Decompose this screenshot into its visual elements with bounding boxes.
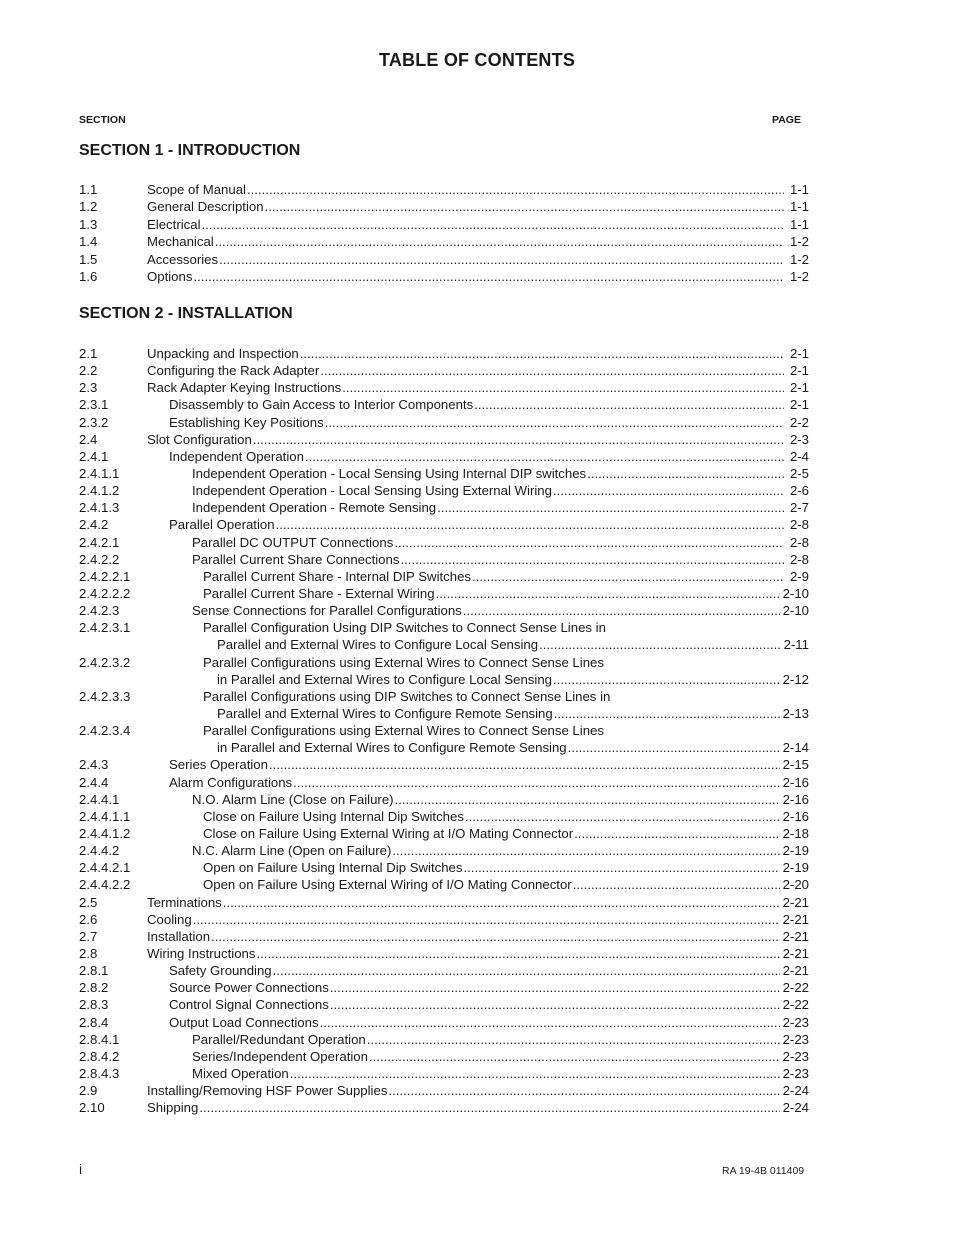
toc-entry-page: 2-8 (789, 551, 809, 567)
dot-leader (320, 1014, 780, 1031)
toc-entry-title: Mixed Operation (192, 1065, 289, 1081)
toc-entry-number: 2.4.2.2 (79, 551, 120, 567)
toc-entry-page: 2-1 (789, 397, 809, 413)
dot-leader (199, 1099, 779, 1116)
toc-entry-title: Parallel Configuration Using DIP Switches to Connect Sense Lines in (203, 620, 606, 636)
toc-entry (79, 379, 809, 396)
toc-entry-number: 2.8.4.1 (79, 1031, 120, 1047)
toc-entry-number: 1.1 (79, 182, 98, 197)
dot-leader (276, 516, 784, 533)
toc-entry (79, 251, 809, 268)
dot-leader (587, 465, 784, 482)
dot-leader (388, 1082, 779, 1099)
toc-entry-page: 2-9 (789, 568, 809, 584)
toc-entry (79, 268, 809, 285)
dot-leader (553, 671, 780, 688)
toc-entry-number: 1.4 (79, 234, 98, 250)
toc-entry-number: 2.5 (79, 894, 98, 910)
toc-entry-number: 2.4 (79, 431, 98, 447)
dot-leader (253, 431, 784, 448)
toc-entry (79, 551, 809, 568)
toc-entry-number: 2.4.4.2 (79, 843, 120, 859)
toc-entry (79, 1031, 809, 1048)
toc-entry-title: Parallel Configurations using DIP Switches to Connect Sense Lines in (203, 688, 611, 704)
dot-leader (574, 825, 779, 842)
dot-leader (463, 602, 780, 619)
toc-entry-number: 2.10 (79, 1100, 105, 1116)
toc-entry-page: 2-1 (789, 380, 809, 396)
toc-entry-page: 2-15 (782, 757, 809, 773)
toc-entry-title: Options (147, 268, 193, 284)
dot-leader (342, 379, 784, 396)
toc-entry-number: 1.2 (79, 199, 98, 215)
toc-entry-page: 2-1 (789, 346, 809, 361)
toc-entry-number: 2.4.2.2.1 (79, 568, 131, 584)
toc-entry-title: Safety Grounding (169, 963, 272, 979)
dot-leader (553, 482, 784, 499)
toc-entry-page: 2-22 (782, 980, 809, 996)
toc-entry-page: 2-1 (789, 363, 809, 379)
dot-leader (305, 448, 784, 465)
dot-leader (273, 962, 780, 979)
dot-leader (568, 739, 780, 756)
toc-entry-title: General Description (147, 199, 264, 215)
toc-entry-title: Unpacking and Inspection (147, 346, 299, 361)
toc-entry-number: 2.8.3 (79, 997, 109, 1013)
toc-entry (79, 1014, 809, 1031)
toc-entry-title: Installation (147, 928, 211, 944)
footer-doc-id: RA 19-4B 011409 (722, 1165, 805, 1177)
dot-leader (367, 1031, 780, 1048)
toc-entry-page: 2-10 (782, 603, 809, 619)
dot-leader (465, 808, 780, 825)
toc-entry-title: Series/Independent Operation (192, 1048, 368, 1064)
toc-entry-number: 2.3.2 (79, 414, 109, 430)
toc-entry-title: Sense Connections for Parallel Configurations (192, 603, 462, 619)
toc-entry-title: Series Operation (169, 757, 268, 773)
toc-entry-page: 2-2 (789, 414, 809, 430)
section-2-heading: SECTION 2 - INSTALLATION (79, 305, 293, 322)
dot-leader (320, 362, 784, 379)
toc-entry-page: 2-20 (782, 877, 809, 893)
toc-entry-number: 2.4.2.3.1 (79, 620, 131, 636)
toc-entry (79, 859, 809, 876)
toc-entry-page: 2-14 (782, 740, 809, 756)
toc-entry (79, 1065, 809, 1082)
dot-leader (265, 198, 784, 215)
toc-entry (79, 894, 809, 911)
toc-entry (79, 602, 809, 619)
toc-entry-title: Cooling (147, 911, 192, 927)
toc-entry-page: 2-16 (782, 791, 809, 807)
toc-entry-title: Independent Operation - Local Sensing Using External Wiring (192, 483, 552, 499)
toc-entry-title: Rack Adapter Keying Instructions (147, 380, 342, 396)
toc-entry-page: 2-21 (782, 928, 809, 944)
toc-entry-number: 2.4.2.3.2 (79, 654, 131, 670)
toc-entry-page: 2-23 (782, 1048, 809, 1064)
toc-entry-title: Wiring Instructions (147, 945, 256, 961)
toc-entry-page: 2-4 (789, 448, 809, 464)
toc-entry (79, 198, 809, 215)
dot-leader (539, 636, 781, 653)
toc-entry-page: 2-5 (789, 465, 809, 481)
toc-entry-number: 2.6 (79, 911, 98, 927)
dot-leader (573, 876, 780, 893)
toc-entry-number: 2.8 (79, 945, 98, 961)
toc-entry-page: 2-10 (782, 585, 809, 601)
toc-entry-title: Independent Operation - Remote Sensing (192, 500, 437, 516)
toc-entry-number: 2.3.1 (79, 397, 109, 413)
dot-leader (369, 1048, 780, 1065)
dot-leader (211, 928, 780, 945)
toc-entry-page: 1-2 (789, 251, 809, 267)
toc-entry (79, 1048, 809, 1065)
toc-entry (79, 876, 809, 893)
toc-entry-page: 2-24 (782, 1100, 809, 1116)
footer-page-number: i (79, 1161, 83, 1177)
toc-entry-number: 2.4.2.3 (79, 603, 120, 619)
toc-entry (79, 619, 809, 653)
toc-entry-page: 2-16 (782, 808, 809, 824)
toc-entry-page: 2-16 (782, 774, 809, 790)
toc-entry-title: Parallel DC OUTPUT Connections (192, 534, 394, 550)
section-2-entries (79, 345, 809, 1116)
toc-entry-title: Parallel Operation (169, 517, 275, 533)
toc-entry-page: 2-12 (782, 671, 809, 687)
toc-entry-title: Disassembly to Gain Access to Interior Components (169, 397, 474, 413)
dot-leader (247, 181, 784, 198)
toc-entry-number: 2.4.4.1 (79, 791, 120, 807)
toc-entry-title: Slot Configuration (147, 431, 252, 447)
toc-entry-number: 2.8.4.2 (79, 1048, 120, 1064)
toc-entry-page: 1-2 (789, 234, 809, 250)
toc-entry-number: 1.3 (79, 216, 98, 232)
toc-entry-number: 2.4.2.2.2 (79, 585, 131, 601)
toc-entry-title: N.O. Alarm Line (Close on Failure) (192, 791, 394, 807)
toc-entry (79, 233, 809, 250)
toc-entry (79, 396, 809, 413)
toc-entry-number: 2.9 (79, 1083, 98, 1099)
toc-entry (79, 791, 809, 808)
section-1-entries (79, 181, 809, 285)
toc-entry (79, 774, 809, 791)
toc-entry-title: Independent Operation (169, 448, 304, 464)
toc-entry (79, 516, 809, 533)
toc-entry (79, 448, 809, 465)
dot-leader (202, 216, 785, 233)
toc-entry-page: 2-7 (789, 500, 809, 516)
toc-entry-title: Control Signal Connections (169, 997, 329, 1013)
toc-entry-page: 2-6 (789, 483, 809, 499)
toc-entry-title: Open on Failure Using External Wiring of I/O Mating Connector (203, 877, 572, 893)
toc-entry-number: 2.4.2.3.3 (79, 688, 131, 704)
toc-entry-page: 2-3 (789, 431, 809, 447)
toc-entry-page: 2-19 (782, 860, 809, 876)
toc-entry-title: Establishing Key Positions (169, 414, 324, 430)
dot-leader (474, 396, 784, 413)
toc-entry-page: 1-1 (789, 216, 809, 232)
toc-entry-title-continued: in Parallel and External Wires to Configure Remote Sensing (217, 740, 567, 756)
toc-entry (79, 345, 809, 362)
dot-leader (269, 756, 780, 773)
dot-leader (330, 979, 780, 996)
toc-entry-page: 2-21 (782, 945, 809, 961)
toc-entry-page: 2-8 (789, 517, 809, 533)
toc-entry-page: 2-11 (783, 637, 809, 653)
toc-entry (79, 1082, 809, 1099)
toc-entry-number: 2.3 (79, 380, 98, 396)
toc-entry-title-continued: Parallel and External Wires to Configure Local Sensing (217, 637, 539, 653)
toc-entry (79, 216, 809, 233)
toc-entry-title: Configuring the Rack Adapter (147, 363, 320, 379)
toc-entry-title: Output Load Connections (169, 1014, 319, 1030)
toc-entry-number: 2.4.4.2.2 (79, 877, 131, 893)
toc-entry-title: Parallel Configurations using External Wires to Connect Sense Lines (203, 654, 604, 670)
page-title: TABLE OF CONTENTS (378, 50, 576, 70)
toc-entry-title: Scope of Manual (147, 182, 246, 197)
toc-entry-number: 2.4.3 (79, 757, 109, 773)
toc-entry (79, 585, 809, 602)
dot-leader (215, 233, 784, 250)
toc-entry-number: 2.4.2.3.4 (79, 723, 131, 739)
toc-entry (79, 465, 809, 482)
toc-entry (79, 568, 809, 585)
toc-entry-title: Terminations (147, 894, 222, 910)
dot-leader (330, 996, 780, 1013)
toc-entry (79, 979, 809, 996)
dot-leader (293, 774, 779, 791)
toc-entry-number: 2.1 (79, 346, 98, 361)
toc-entry-number: 2.4.2.1 (79, 534, 120, 550)
toc-entry-page: 2-22 (782, 997, 809, 1013)
dot-leader (436, 585, 780, 602)
toc-entry (79, 911, 809, 928)
toc-entry (79, 996, 809, 1013)
toc-entry-page: 2-21 (782, 963, 809, 979)
toc-entry-title: Source Power Connections (169, 980, 329, 996)
toc-entry (79, 962, 809, 979)
toc-entry-title: N.C. Alarm Line (Open on Failure) (192, 843, 392, 859)
toc-entry-number: 2.2 (79, 363, 98, 379)
dot-leader (193, 268, 784, 285)
toc-entry-page: 2-24 (782, 1083, 809, 1099)
toc-entry-number: 1.5 (79, 251, 98, 267)
toc-entry-page: 1-1 (789, 199, 809, 215)
toc-entry-title-continued: Parallel and External Wires to Configure Remote Sensing (217, 705, 553, 721)
dot-leader (300, 345, 784, 362)
toc-entry (79, 808, 809, 825)
page-column-header: PAGE (772, 114, 801, 126)
toc-entry-title-continued: in Parallel and External Wires to Configure Local Sensing (217, 671, 552, 687)
toc-entry-page: 2-23 (782, 1065, 809, 1081)
toc-entry-number: 2.8.4 (79, 1014, 109, 1030)
toc-entry (79, 756, 809, 773)
toc-entry-title: Close on Failure Using External Wiring at I/O Mating Connector (203, 826, 574, 841)
toc-entry-number: 2.4.1.3 (79, 500, 120, 516)
toc-entry-number: 2.4.4.2.1 (79, 860, 131, 876)
toc-entry (79, 842, 809, 859)
toc-entry-title: Parallel Current Share - Internal DIP Switches (203, 568, 472, 584)
toc-entry-title: Shipping (147, 1100, 199, 1116)
dot-leader (394, 534, 784, 551)
toc-entry-number: 2.4.4.1.2 (79, 826, 131, 841)
dot-leader (463, 859, 779, 876)
toc-entry (79, 181, 809, 198)
toc-entry (79, 362, 809, 379)
toc-entry-number: 2.4.2 (79, 517, 109, 533)
toc-entry-title: Parallel Current Share - External Wiring (203, 585, 435, 601)
toc-entry-page: 2-21 (782, 894, 809, 910)
toc-entry-page: 2-23 (782, 1014, 809, 1030)
toc-entry (79, 1099, 809, 1116)
toc-entry-number: 2.4.4.1.1 (79, 808, 131, 824)
dot-leader (223, 894, 780, 911)
dot-leader (392, 842, 779, 859)
toc-entry-number: 2.4.1.2 (79, 483, 120, 499)
toc-entry-title: Mechanical (147, 234, 214, 250)
toc-entry (79, 414, 809, 431)
dot-leader (219, 251, 784, 268)
dot-leader (437, 499, 784, 516)
dot-leader (472, 568, 784, 585)
dot-leader (395, 791, 780, 808)
toc-entry-number: 2.7 (79, 928, 98, 944)
toc-entry-title: Alarm Configurations (169, 774, 293, 790)
toc-entry-title: Accessories (147, 251, 219, 267)
toc-entry (79, 482, 809, 499)
dot-leader (193, 911, 780, 928)
dot-leader (400, 551, 784, 568)
dot-leader (256, 945, 779, 962)
toc-entry (79, 945, 809, 962)
toc-entry-number: 1.6 (79, 268, 98, 284)
toc-entry-number: 2.8.4.3 (79, 1065, 120, 1081)
toc-entry-page: 2-19 (782, 843, 809, 859)
toc-entry-number: 2.4.4 (79, 774, 109, 790)
toc-entry-title: Installing/Removing HSF Power Supplies (147, 1083, 388, 1099)
toc-entry-page: 1-2 (789, 268, 809, 284)
dot-leader (554, 705, 780, 722)
section-column-header: SECTION (79, 114, 126, 126)
toc-entry (79, 722, 809, 756)
toc-entry-number: 2.4.1 (79, 448, 109, 464)
toc-entry-title: Electrical (147, 216, 201, 232)
toc-entry-number: 2.8.1 (79, 963, 109, 979)
toc-entry-title: Open on Failure Using Internal Dip Switches (203, 860, 463, 876)
toc-entry (79, 928, 809, 945)
toc-entry-page: 2-13 (782, 705, 809, 721)
toc-entry-page: 2-8 (789, 534, 809, 550)
toc-entry-page: 2-23 (782, 1031, 809, 1047)
section-1-heading: SECTION 1 - INTRODUCTION (79, 142, 301, 159)
toc-entry (79, 654, 809, 688)
dot-leader (325, 414, 784, 431)
toc-entry-title: Close on Failure Using Internal Dip Switches (203, 808, 464, 824)
toc-entry-title: Parallel/Redundant Operation (192, 1031, 366, 1047)
toc-entry (79, 688, 809, 722)
toc-entry-title: Independent Operation - Local Sensing Using Internal DIP switches (192, 465, 587, 481)
dot-leader (290, 1065, 780, 1082)
toc-entry-title: Parallel Configurations using External Wires to Connect Sense Lines (203, 723, 604, 739)
toc-entry-title: Parallel Current Share Connections (192, 551, 400, 567)
toc-entry (79, 431, 809, 448)
toc-entry-page: 2-21 (782, 911, 809, 927)
toc-entry-page: 1-1 (789, 182, 809, 197)
toc-entry-number: 2.8.2 (79, 980, 109, 996)
toc-entry (79, 499, 809, 516)
toc-entry (79, 534, 809, 551)
toc-entry-page: 2-18 (782, 826, 809, 841)
toc-entry-number: 2.4.1.1 (79, 465, 120, 481)
toc-entry (79, 825, 809, 842)
